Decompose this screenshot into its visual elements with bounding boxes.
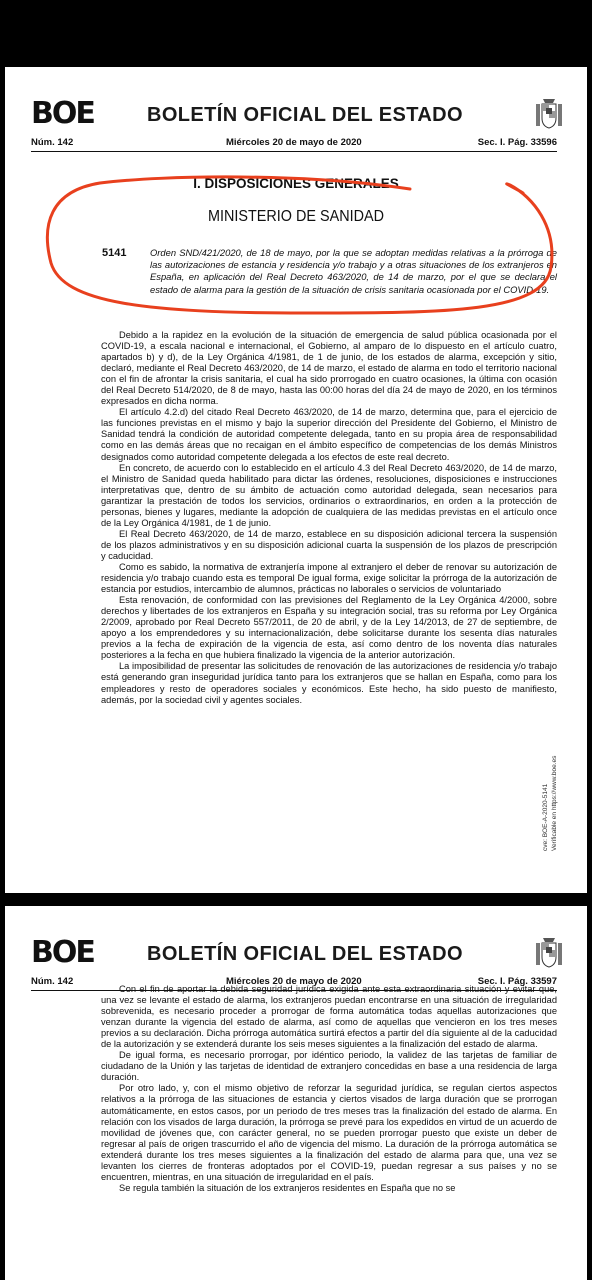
section-title: I. DISPOSICIONES GENERALES	[193, 176, 399, 191]
paragraph: El Real Decreto 463/2020, de 14 de marzo, establece en su disposición adicional tercera la suspensión de los plazos administrativos y en su disposición adicional cuarta la suspensión de los plazos de prescripción y caducidad.	[101, 528, 557, 561]
document-page-2	[5, 906, 587, 1280]
cve-code: cve: BOE-A-2020-5141	[542, 783, 549, 851]
section-page: Sec. I. Pág. 33597	[477, 976, 557, 987]
section-page: Sec. I. Pág. 33596	[477, 137, 557, 148]
gazette-title: BOLETÍN OFICIAL DEL ESTADO	[147, 104, 463, 126]
order-number: 5141	[102, 247, 127, 259]
verification-link: Verificable en https://www.boe.es	[551, 755, 558, 851]
boe-logo: BOE	[31, 935, 94, 970]
ministry-heading: MINISTERIO DE SANIDAD	[207, 208, 385, 225]
order-summary: Orden SND/421/2020, de 18 de mayo, por la que se adoptan medidas relativas a la prórroga de las autorizaciones de estancia y residencia y/o trabajo y a otras situaciones de los extranjeros en España, en aplicación del Real Decreto 463/2020, de 14 de marzo, por el que se declara el estado de alarma para la gestión de la situación de crisis sanitaria ocasionada por el COVID-19.	[150, 247, 557, 295]
page-header	[5, 67, 587, 147]
paragraph: Esta renovación, de conformidad con las previsiones del Reglamento de la Ley Orgánica 4/2000, sobre derechos y libertades de los extranjeros en España y su integración social, tras su reforma por Ley Orgánica 2/2009, aprobado por Real Decreto 557/2011, de 20 de abril, y de la Ley 14/2013, de 27 de septiembre, de apoyo a los emprendedores y su internacionalización, debe solicitarse durante los sesenta días naturales previos a la fecha de expiración de la vigencia de esta, así como dentro de los noventa días naturales posteriores a la fecha en que hubiera finalizado la vigencia de la anterior autorización.	[101, 595, 557, 661]
paragraph: La imposibilidad de presentar las solicitudes de renovación de las autorizaciones de residencia y/o trabajo está generando gran inseguridad jurídica tanto para los extranjeros que se hallan en España, como para los empleadores y resto de operadores sociales y económicos. Este hecho, ha sido puesto de manifiesto, además, por la sociedad civil y agentes sociales.	[101, 661, 557, 705]
document-body	[101, 984, 557, 1194]
issue-date: Miércoles 20 de mayo de 2020	[226, 976, 362, 987]
boe-logo: BOE	[31, 96, 94, 131]
gazette-title: BOLETÍN OFICIAL DEL ESTADO	[147, 943, 463, 965]
page-header	[5, 906, 587, 986]
paragraph: Con el fin de aportar la debida seguridad jurídica exigida ante esta extraordinaria situación y evitar que, una vez se levante el estado de alarma, los extranjeros puedan encontrarse en una situación de irregularidad sobrevenida, es necesario proceder a prorrogar de forma automática todas aquellas autorizaciones que venzan durante la vigencia del estado de alarma, así como de aquellas que vencieron en los tres meses previos a su declaración. Dicha prórroga automática surtirá efectos a partir del día siguiente al de la caducidad de la autorización y se extenderá durante los seis meses siguientes a la finalización del estado de alarma.	[101, 984, 557, 1050]
issue-number: Núm. 142	[31, 137, 74, 148]
document-body	[101, 330, 557, 706]
spain-coat-of-arms-icon	[533, 95, 565, 131]
verification-note	[538, 701, 578, 851]
paragraph: En concreto, de acuerdo con lo establecido en el artículo 4.3 del Real Decreto 463/2020, de 14 de marzo, el Ministro de Sanidad queda habilitado para dictar las órdenes, resoluciones, disposiciones e instrucciones interpretativas que, dentro de su ámbito de actuación como autoridad delegada, sean necesarios para garantizar la prestación de todos los servicios, ordinarios o extraordinarios, en orden a la protección de personas, bienes y lugares, mediante la adopción de cualquiera de las medidas previstas en el artículo once de la Ley Orgánica 4/1981, de 1 de junio.	[101, 462, 557, 528]
document-page-1	[5, 67, 587, 893]
paragraph: Como es sabido, la normativa de extranjería impone al extranjero el deber de renovar su autorización de residencia y/o trabajo cuando esta es temporal De igual forma, exige solicitar la prórroga de la autorización de estancia por estudios, intercambio de alumnos, prácticas no laborales o servicios de voluntariado	[101, 561, 557, 595]
issue-date: Miércoles 20 de mayo de 2020	[226, 137, 362, 148]
spain-coat-of-arms-icon	[533, 934, 565, 970]
paragraph: Por otro lado, y, con el mismo objetivo de reforzar la seguridad jurídica, se regulan ciertos aspectos relativos a la prórroga de las situaciones de estancia y ciertos visados de larga duración que se prorrogan automáticamente, en estos casos, por un periodo de tres meses tras la finalización del estado de alarma. En relación con los visados de larga duración, la prórroga se prevé para los expedidos en virtud de un acuerdo de movilidad de jóvenes que, con carácter general, no se pueden prorrogar puesto que existe un deber de regresar al país de origen trascurrido el año de vigencia del mismo. La duración de la prórroga automática se extenderá durante los tres meses siguientes a la finalización del estado de alarma para que, una vez se levanten los cierres de fronteras adoptados por el COVID-19, puedan regresar a sus países y no se encuentren, mientras, en una situación de irregularidad en el país.	[101, 1083, 557, 1182]
header-meta-bar	[31, 137, 557, 152]
paragraph: Se regula también la situación de los extranjeros residentes en España que no se	[119, 1182, 456, 1193]
paragraph: El artículo 4.2.d) del citado Real Decreto 463/2020, de 14 de marzo, determina que, para el ejercicio de las funciones previstas en el mismo y bajo la superior dirección del Presidente del Gobierno, el Ministro de Sanidad tendrá la condición de autoridad competente delegada, tanto en su propia área de responsabilidad como en las demás áreas que no recaigan en el ámbito específico de competencias de los demás Ministros designados como autoridad competente delegada a los efectos de este real decreto.	[101, 407, 557, 462]
issue-number: Núm. 142	[31, 976, 74, 987]
paragraph: De igual forma, es necesario prorrogar, por idéntico periodo, la validez de las tarjetas de familiar de ciudadano de la Unión y las tarjetas de identidad de extranjero concedidas en base a una residencia de larga duración.	[101, 1050, 557, 1083]
paragraph: Debido a la rapidez en la evolución de la situación de emergencia de salud pública ocasionada por el COVID-19, a escala nacional e internacional, el Gobierno, al amparo de lo dispuesto en el artículo cuatro, apartados b) y d), de la Ley Orgánica 4/1981, de 1 de junio, de los estados de alarma, excepción y sitio, declaró, mediante el Real Decreto 463/2020, de 14 de marzo, el estado de alarma en todo el territorio nacional con el fin de afrontar la crisis sanitaria, el cual ha sido prorrogado en cuatro ocasiones, la última con ocasión del Real Decreto 514/2020, de 8 de mayo, hasta las 00:00 horas del día 24 de mayo de 2020, en los términos expresados en dicha norma.	[101, 330, 557, 407]
